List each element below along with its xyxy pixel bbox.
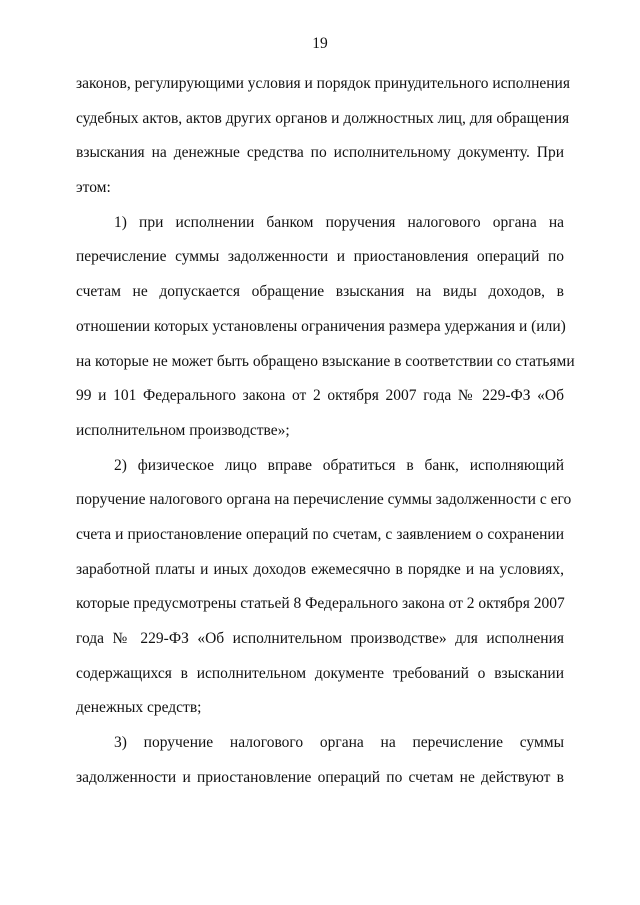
- text-line: денежных средств;: [76, 699, 202, 717]
- text-line: на которые не может быть обращено взыскание в соответствии со статьями: [76, 352, 575, 370]
- text-line: отношении которых установлены ограничения размера удержания и (или): [76, 317, 566, 335]
- text-line: года № 229-ФЗ «Об исполнительном производстве» для исполнения: [76, 630, 564, 647]
- text-line: содержащихся в исполнительном документе требований о взыскании: [76, 664, 564, 682]
- text-line: заработной платы и иных доходов ежемесячно в порядке и на условиях,: [76, 560, 564, 578]
- list-item-2-first-line: 2) физическое лицо вправе обратиться в банк, исполняющий: [114, 456, 564, 474]
- text-line: этом:: [76, 179, 111, 197]
- text-line: счета и приостановление операций по счетам, с заявлением о сохранении: [76, 525, 564, 543]
- text-line: которые предусмотрены статьей 8 Федерального закона от 2 октября 2007: [76, 595, 565, 613]
- text-line: перечисление суммы задолженности и приостановления операций по: [76, 248, 564, 266]
- text-line: задолженности и приостановление операций по счетам не действуют в: [76, 768, 564, 786]
- text-line: счетам не допускается обращение взыскания на виды доходов, в: [76, 283, 564, 301]
- text-line: 99 и 101 Федерального закона от 2 октября 2007 года № 229-ФЗ «Об: [76, 387, 564, 405]
- text-line: поручение налогового органа на перечисление суммы задолженности с его: [76, 491, 572, 509]
- text-line: исполнительном производстве»;: [76, 421, 290, 439]
- document-body: [76, 67, 575, 795]
- text-line: взыскания на денежные средства по исполнительному документу. При: [76, 144, 564, 162]
- text-line: судебных актов, актов других органов и должностных лиц, для обращения: [76, 109, 570, 127]
- list-item-3-first-line: 3) поручение налогового органа на перечисление суммы: [114, 734, 564, 752]
- page-number: 19: [312, 35, 328, 52]
- list-item-1-first-line: 1) при исполнении банком поручения налогового органа на: [114, 213, 564, 231]
- text-line: законов, регулирующими условия и порядок принудительного исполнения: [76, 75, 570, 92]
